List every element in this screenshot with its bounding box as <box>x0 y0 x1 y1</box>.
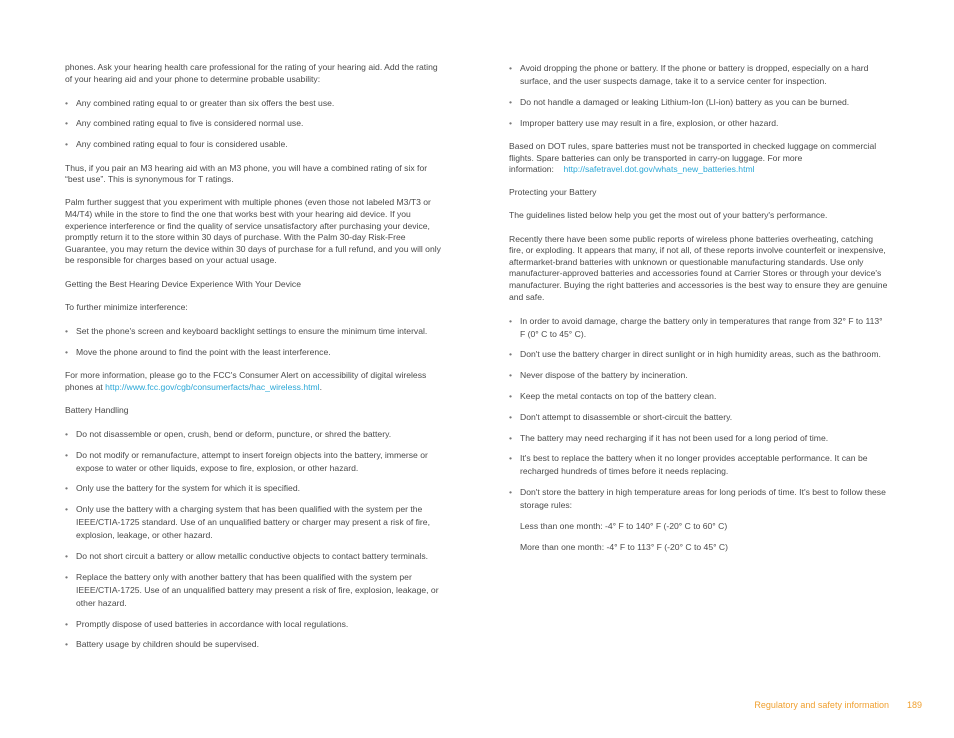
heading-protecting-battery: Protecting your Battery <box>509 187 597 198</box>
page-footer <box>736 700 922 712</box>
paragraph-fcc-info: For more information, please go to the FCC's Consumer Alert on accessibility of digital wireless phones at http://www.fcc.gov/cgb/consumerfacts/hac_wireless.html. <box>65 370 427 392</box>
list-item: • Do not handle a damaged or leaking Lithium-Ion (LI-ion) battery as you can be burned. <box>509 96 850 107</box>
list-item: • Don't store the battery in high temperature areas for long periods of time. It's best to follow these storage rules: <box>509 487 886 511</box>
paragraph-minimize: To further minimize interference: <box>65 301 188 312</box>
storage-rule-long: More than one month: -4° F to 113° F (-20° C to 45° C) <box>520 541 728 552</box>
paragraph-palm-suggest: Palm further suggest that you experiment with multiple phones (even those not labeled M3/T3 or M4/T4) while in the store to find the one that works best with your hearing aid device. If you experience interference or find the quality of service unsatisfactory after purchasing your device, promptly return it to the store within 30 days of purchase. With the Palm 30-day Risk-Free Guarantee, you may return the device within 30 days of purchase for a full refund, and you will only be responsible for charges based on your actual usage. <box>65 197 441 266</box>
list-item: • The battery may need recharging if it has not been used for a long period of time. <box>509 432 829 443</box>
paragraph-guidelines: The guidelines listed below help you get the most out of your battery's performance. <box>509 210 828 221</box>
list-item: • Any combined rating equal to five is considered normal use. <box>65 118 304 129</box>
list-item: • Do not modify or remanufacture, attempt to insert foreign objects into the battery, immerse or expose to water or other liquids, expose to fire, explosion, or other hazard. <box>65 449 428 473</box>
paragraph-reports: Recently there have been some public reports of wireless phone batteries overheating, catching fire, or exploding. It appears that many, if not all, of these reports involve counterfeit or inexpensive, aftermarket-brand batteries with unknown or questionable manufacturing standards. Use only manufacturer-approved batteries and accessories found at Carrier Stores or through your device's manufacturer. Buying the right batteries and accessories is the best way to ensure they are genuine and safe. <box>509 233 888 302</box>
battery-safety-list <box>509 62 889 130</box>
list-item: • It's best to replace the battery when it no longer provides acceptable performance. It can be recharged hundreds of times before it needs replacing. <box>509 453 868 477</box>
dot-link[interactable]: http://safetravel.dot.gov/whats_new_batteries.html <box>563 164 755 175</box>
combined-rating-list <box>65 97 445 152</box>
list-item: • Any combined rating equal to four is considered usable. <box>65 139 288 150</box>
battery-handling-list <box>65 428 445 652</box>
list-item: • Don't use the battery charger in direct sunlight or in high humidity areas, such as the bathroom. <box>509 349 881 360</box>
list-item: • Set the phone's screen and keyboard backlight settings to ensure the minimum time interval. <box>65 325 428 336</box>
list-item: • Never dispose of the battery by incineration. <box>509 370 688 381</box>
list-item: • Promptly dispose of used batteries in accordance with local regulations. <box>65 618 349 629</box>
battery-care-list <box>509 315 889 513</box>
list-item: • Battery usage by children should be supervised. <box>65 639 259 650</box>
heading-battery-handling: Battery Handling <box>65 404 129 415</box>
list-item: • Do not disassemble or open, crush, bend or deform, puncture, or shred the battery. <box>65 428 392 439</box>
list-item: • Move the phone around to find the point with the least interference. <box>65 346 331 357</box>
list-item: • Avoid dropping the phone or battery. If the phone or battery is dropped, especially on a hard surface, and the user suspects damage, take it to a service center for inspection. <box>509 63 869 86</box>
list-item: • Don't attempt to disassemble or short-circuit the battery. <box>509 411 733 422</box>
paragraph-dot-rules: Based on DOT rules, spare batteries must not be transported in checked luggage on commercial flights. Spare batteries can only be transported in carry-on luggage. For more information: http://safetravel.dot.gov/whats_new_batteries.html <box>509 141 877 175</box>
right-column <box>509 62 889 562</box>
heading-hearing-experience: Getting the Best Hearing Device Experience With Your Device <box>65 278 301 289</box>
page-number: 189 <box>906 700 922 710</box>
left-column <box>65 62 445 659</box>
paragraph-m3-pairing: Thus, if you pair an M3 hearing aid with an M3 phone, you will have a combined rating of six for “best use”. This is synonymous for T ratings. <box>65 162 428 185</box>
interference-list <box>65 325 445 359</box>
list-item: • Replace the battery only with another battery that has been qualified with the system per IEEE/CTIA-1725. Use of an unqualified battery may present a risk of fire, explosion, leakage, or other hazard. <box>65 571 439 608</box>
storage-rule-short: Less than one month: -4° F to 140° F (-20° C to 60° C) <box>520 521 728 531</box>
paragraph-rating-intro: phones. Ask your hearing health care professional for the rating of your hearing aid. Add the rating of your hearing aid and your phone to determine probable usability: <box>65 62 438 84</box>
list-item: • Only use the battery with a charging system that has been qualified with the system per the IEEE/CTIA-1725 standard. Use of an unqualified battery or charger may present a risk of fire, explosion, leakage, or other hazard. <box>65 504 430 541</box>
list-item: • Any combined rating equal to or greater than six offers the best use. <box>65 97 335 108</box>
list-item: • Keep the metal contacts on top of the battery clean. <box>509 391 717 402</box>
footer-section-title: Regulatory and safety information <box>754 700 889 710</box>
list-item: • Do not short circuit a battery or allow metallic conductive objects to contact battery terminals. <box>65 550 429 561</box>
list-item: • In order to avoid damage, charge the battery only in temperatures that range from 32° F to 113° F (0° C to 45° C). <box>509 315 883 339</box>
fcc-link[interactable]: http://www.fcc.gov/cgb/consumerfacts/hac_wireless.html <box>105 381 320 392</box>
list-item: • Improper battery use may result in a fire, explosion, or other hazard. <box>509 117 779 128</box>
list-item: • Only use the battery for the system for which it is specified. <box>65 483 301 494</box>
